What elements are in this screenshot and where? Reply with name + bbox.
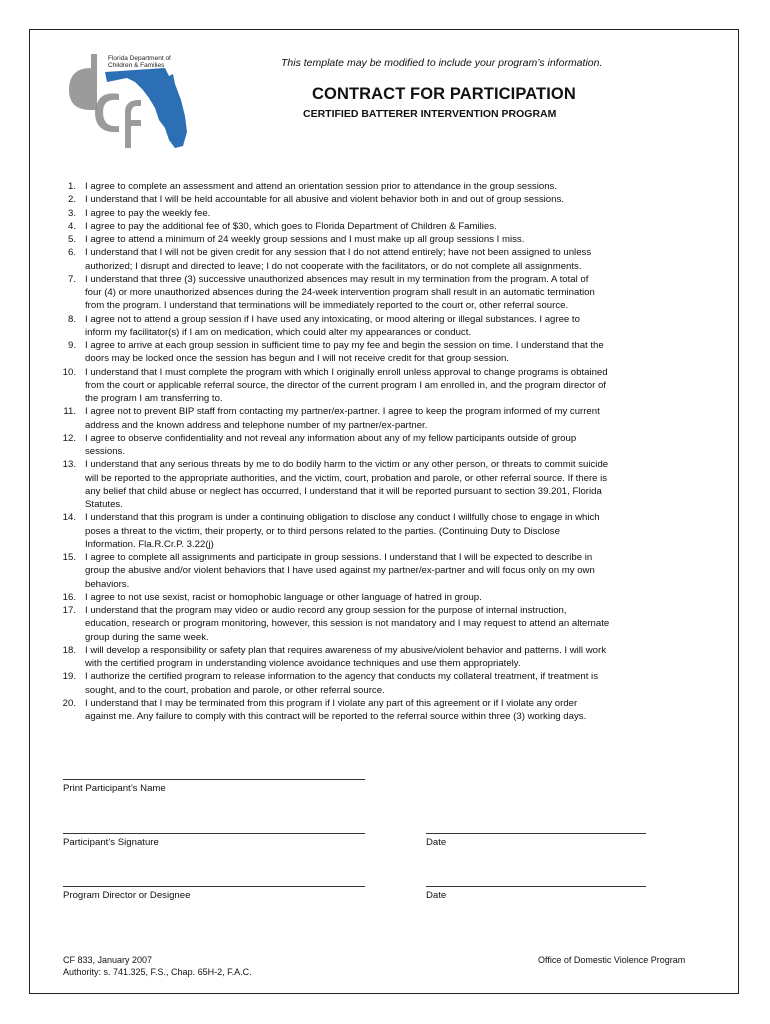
agreement-item — [56, 180, 711, 193]
director-signature-line[interactable] — [63, 886, 365, 887]
agreement-item — [56, 405, 711, 432]
item-text-line: authorized; I disrupt and directed to leave; I do not cooperate with the facilitators, or do not complete all assignments. — [85, 260, 582, 272]
item-number: 18. — [62, 644, 76, 656]
florida-state-shape — [105, 68, 187, 148]
item-text-line: behaviors. — [85, 578, 130, 590]
item-text-line: education, research or program monitoring, however, this session is not mandatory and I may request to attend an alternate — [85, 618, 610, 630]
item-text-line: I will develop a responsibility or safety plan that requires awareness of my abusive/violent behavior and patterns. I will work — [85, 644, 606, 656]
page-subtitle: CERTIFIED BATTERER INTERVENTION PROGRAM — [303, 108, 557, 120]
item-text-line: I agree to not use sexist, racist or homophobic language or other language of hatred in group. — [85, 591, 482, 603]
item-number: 16. — [62, 591, 76, 603]
item-text-line: I agree not to prevent BIP staff from contacting my partner/ex-partner. I agree to keep the program informed of my current — [85, 406, 600, 418]
letter-d — [69, 54, 97, 110]
print-name-label: Print Participant’s Name — [63, 783, 166, 794]
item-text-line: I agree to attend a minimum of 24 weekly group sessions and I must make up all group sessions I miss. — [85, 234, 525, 245]
item-number: 6. — [67, 247, 76, 259]
agreement-item — [56, 697, 711, 724]
item-text-line: address and the known address and telephone number of my partner/ex-partner. — [85, 419, 428, 431]
item-text-line: doors may be locked once the session has begun and I will not receive credit for that group session. — [85, 353, 509, 365]
item-text-line: sought, and to the court, probation and parole, or other referral source. — [85, 684, 385, 696]
item-text-line: I agree to observe confidentiality and not reveal any information about any of my fellow participants outside of group — [85, 432, 577, 444]
item-text-line: I understand that the program may video or audio record any group session for the purpose of internal instruction, — [85, 605, 567, 616]
item-number: 9. — [67, 340, 76, 351]
item-text-line: will be reported to the appropriate authorities, and the victim, court, probation and parole, or other referral source. If there is — [85, 472, 608, 484]
authority-citation: Authority: s. 741.325, F.S., Chap. 65H-2, F.A.C. — [63, 967, 252, 977]
letter-f — [125, 100, 141, 148]
item-number: 3. — [67, 207, 76, 219]
item-text-line: I understand that I must complete the program with which I originally enroll unless approval to change programs is obtained — [85, 366, 608, 378]
item-text-line: I authorize the certified program to release information to the agency that conducts my collateral treatment, if treatment is — [85, 671, 598, 683]
logo-org-name — [108, 55, 171, 69]
logo-org-line1: Florida Department of — [108, 55, 171, 62]
item-number: 13. — [62, 459, 76, 471]
item-text-line: from the court or applicable referral source, the director of the current program I am enrolled in, and the program director of — [85, 379, 606, 391]
participant-date-line[interactable] — [426, 833, 646, 834]
item-number: 12. — [62, 432, 76, 444]
item-text-line: I understand that I will not be given credit for any session that I do not attend entirely; have not been assigned to unless — [85, 247, 592, 259]
item-number: 2. — [67, 194, 76, 206]
agreement-item — [56, 366, 711, 406]
item-number: 8. — [67, 313, 76, 325]
director-date-label: Date — [426, 890, 447, 901]
item-text-line: sessions. — [85, 446, 125, 457]
item-text-line: against me. Any failure to comply with this contract will be reported to the referral source within three (3) working days. — [85, 711, 587, 722]
item-text-line: poses a threat to the victim, their property, or to third persons related to the parties. (Continuing Duty to Disclose — [85, 525, 560, 537]
agreement-item — [56, 591, 711, 604]
logo-org-line2: Children & Families — [108, 62, 165, 69]
agreement-item — [56, 511, 711, 551]
item-number: 4. — [67, 220, 76, 232]
item-text-line: group the abusive and/or violent behaviors that I have used against my partner/ex-partner and will focus only on my own — [85, 565, 595, 577]
agreement-item — [56, 233, 711, 246]
item-text-line: I agree to arrive at each group session in sufficient time to pay my fee and begin the session on time. I understand that the — [85, 340, 604, 351]
form-id: CF 833, January 2007 — [63, 955, 153, 965]
item-text-line: I agree to pay the additional fee of $30, which goes to Florida Department of Children & Families. — [85, 220, 497, 232]
item-text-line: I agree not to attend a group session if I have used any intoxicating, or mood altering or illegal substances. I agree to — [85, 313, 580, 325]
letter-c — [95, 93, 119, 132]
item-text-line: I understand that any serious threats by me to do bodily harm to the victim or any other person, or threats to commit suicide — [85, 459, 609, 471]
agreement-list — [56, 180, 711, 723]
agreement-item — [56, 604, 711, 644]
director-label: Program Director or Designee — [63, 890, 191, 901]
item-number: 5. — [67, 234, 76, 245]
item-number: 20. — [62, 697, 76, 709]
page-title: CONTRACT FOR PARTICIPATION — [312, 85, 576, 103]
director-date-line[interactable] — [426, 886, 646, 887]
footer-left — [63, 954, 252, 978]
item-number: 17. — [62, 605, 76, 616]
item-text-line: the program I am transferring to. — [85, 393, 223, 404]
item-number: 19. — [62, 671, 76, 683]
agreement-item — [56, 193, 711, 206]
item-text-line: I agree to pay the weekly fee. — [85, 207, 211, 219]
agreement-item — [56, 644, 711, 671]
item-text-line: four (4) or more unauthorized absences during the 24-week intervention program shall result in an automatic termination — [85, 287, 595, 298]
agreement-item — [56, 220, 711, 233]
agreement-item — [56, 246, 711, 273]
item-number: 10. — [62, 366, 76, 378]
agreement-item — [56, 273, 711, 313]
participant-signature-label: Participant’s Signature — [63, 837, 159, 848]
agreement-item — [56, 458, 711, 511]
participant-name-line[interactable] — [63, 779, 365, 780]
agreement-item — [56, 670, 711, 697]
item-text-line: Information. Fla.R.Cr.P. 3.22(j) — [85, 538, 214, 550]
item-number: 14. — [62, 512, 76, 524]
item-number: 11. — [63, 406, 76, 418]
template-note: This template may be modified to include your program’s information. — [281, 57, 603, 69]
item-text-line: inform my facilitator(s) if I am on medication, which could alter my appearances or conduct. — [85, 326, 472, 338]
item-text-line: group during the same week. — [85, 631, 209, 643]
agreement-item — [56, 551, 711, 591]
item-text-line: any belief that child abuse or neglect has occurred, I understand that it will be reported pursuant to section 39.201, Florida — [85, 485, 602, 497]
item-number: 7. — [67, 273, 76, 285]
agreement-item — [56, 432, 711, 459]
item-text-line: Statutes. — [85, 499, 123, 510]
participant-signature-line[interactable] — [63, 833, 365, 834]
item-text-line: with the certified program in understanding violence avoidance techniques and use them appropriately. — [85, 658, 521, 669]
item-text-line: I understand that I will be held accountable for all abusive and violent behavior both in and out of group sessions. — [85, 194, 564, 206]
item-number: 15. — [62, 552, 76, 563]
item-text-line: I understand that three (3) successive unauthorized absences may result in my termination from the program. A total of — [85, 273, 589, 285]
item-text-line: I understand that this program is under a continuing obligation to disclose any conduct I willfully chose to engage in which — [85, 512, 600, 524]
item-text-line: from the program. I understand that terminations will be immediately reported to the court or, other referral source. — [85, 300, 569, 312]
participant-date-label: Date — [426, 837, 447, 848]
office-name: Office of Domestic Violence Program — [538, 955, 686, 965]
agreement-item — [56, 207, 711, 220]
item-text-line: I agree to complete all assignments and participate in group sessions. I understand that I will be expected to describe in — [85, 552, 593, 563]
item-text-line: I agree to complete an assessment and attend an orientation session prior to attendance in the group sessions. — [85, 181, 557, 192]
item-text-line: I understand that I may be terminated from this program if I violate any part of this agreement or if I violate any order — [85, 697, 578, 709]
item-number: 1. — [67, 181, 76, 192]
agreement-item — [56, 339, 711, 366]
agreement-item — [56, 313, 711, 340]
